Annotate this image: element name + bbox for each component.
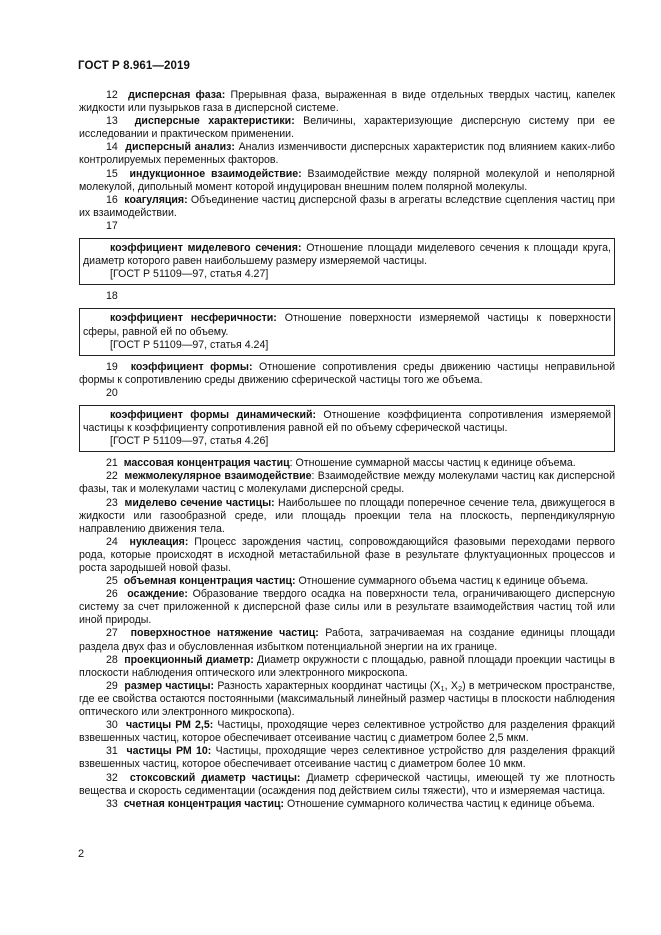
- term-source: [ГОСТ Р 51109—97, статья 4.24]: [110, 338, 269, 351]
- term-box-20: [79, 405, 615, 452]
- term-name: проекционный диаметр:: [124, 653, 254, 666]
- term-definition: Частицы, проходящие через селективное устройство для разделения фракций взвешенных частиц, которое обеспечивает отсеивание частиц с диаметром более 10 мкм.: [79, 745, 615, 771]
- term-name: коэффициент несферичности:: [110, 312, 277, 325]
- entry-number: 21: [106, 457, 118, 470]
- term-name: частицы РМ 2,5:: [125, 719, 214, 732]
- entry-number: 32: [106, 771, 118, 784]
- entry-number: 23: [106, 496, 118, 509]
- term-entry-12: [79, 89, 615, 115]
- term-definition: Отношение суммарного количества частиц к единице объема.: [284, 797, 595, 810]
- term-name: дисперсная фаза:: [128, 89, 226, 101]
- term-name: поверхностное натяжение частиц:: [130, 627, 319, 640]
- term-name: частицы РМ 10:: [126, 745, 212, 758]
- term-entry-27: [79, 627, 615, 653]
- term-entry-16: [79, 194, 615, 220]
- term-name: индукционное взаимодействие:: [129, 167, 302, 180]
- term-entry-18-number: 18: [106, 290, 118, 303]
- term-name: коагуляция:: [124, 193, 188, 206]
- term-entry-24: [79, 536, 615, 575]
- term-entry-17: [83, 242, 611, 268]
- term-definition: Отношение сопротивления среды движению частицы неправильной формы к сопротивлению среды движению сферической частицы того же объема.: [79, 360, 615, 386]
- term-definition: Разность характерных координат частицы (X: [214, 679, 441, 692]
- entry-number: 24: [106, 535, 118, 548]
- term-definition: Образование твердого осадка на поверхности тела, ограничивающего дисперсную систему за счет приложенной к дисперсной фазе силы или в результате взаимодействия частиц той или иной природы.: [79, 588, 616, 627]
- term-definition: : Отношение суммарной массы частиц к единице объема.: [289, 457, 576, 470]
- term-entry-14: [79, 141, 615, 167]
- term-definition: Прерывная фаза, выраженная в виде отдельных твердых частиц, капелек жидкости или пузырьков газа в дисперсной системе.: [79, 89, 615, 115]
- term-definition: Величины, характеризующие дисперсную систему при ее исследовании и практическом применении.: [79, 115, 616, 141]
- term-definition: : Взаимодействие между молекулами частиц как дисперсной фазы, так и молекулами частиц с молекулами дисперсной среды.: [79, 470, 615, 496]
- term-entry-18: [83, 312, 611, 338]
- entry-number: 27: [106, 627, 118, 640]
- term-definition: Работа, затрачиваемая на создание единицы площади раздела двух фаз и обусловленная избытком потенциальной энергии на их границе.: [79, 627, 615, 653]
- term-name: межмолекулярное взаимодействие: [124, 470, 312, 483]
- subscript: 2: [457, 683, 463, 693]
- term-name: дисперсные характеристики:: [134, 115, 295, 128]
- term-entry-20-number: 20: [106, 386, 118, 399]
- term-definition: Диаметр сферической частицы, имеющей ту же плотность вещества и скорость седиментации (осаждения под действием силы тяжести), что и измеряемая частица.: [79, 771, 615, 797]
- entry-number: 13: [106, 115, 118, 128]
- term-entry-19: [79, 361, 615, 387]
- term-name: нуклеация:: [129, 535, 189, 548]
- entry-number: 28: [106, 653, 118, 666]
- term-entry-32: [79, 772, 615, 798]
- document-body: [79, 89, 615, 811]
- entry-number: 30: [106, 719, 118, 732]
- term-name: дисперсный анализ:: [125, 141, 235, 154]
- term-definition: , X: [444, 679, 458, 692]
- term-source: [ГОСТ Р 51109—97, статья 4.26]: [110, 435, 269, 448]
- entry-number: 19: [106, 360, 118, 373]
- entry-number: 15: [106, 167, 118, 180]
- term-name: массовая концентрация частиц: [123, 457, 290, 470]
- entry-number: 33: [106, 797, 118, 810]
- subscript: 1: [440, 683, 445, 693]
- term-definition: Объединение частиц дисперсной фазы в агрегаты вследствие сцепления частиц при их взаимодействии.: [79, 193, 615, 219]
- term-entry-26: [79, 588, 615, 627]
- term-definition: Наибольшее по площади поперечное сечение тела, движущегося в жидкости или газообразной среде, или площадь проекции тела на плоскость, перпендикулярную направлению движения тела.: [79, 496, 616, 535]
- entry-number: 25: [106, 575, 118, 588]
- entry-number: 26: [106, 588, 118, 601]
- term-definition: Взаимодействие между полярной молекулой и неполярной молекулой, дипольный момент которой индуцирован внешним полем полярной молекулы.: [79, 167, 615, 193]
- term-entry-28: [79, 654, 615, 680]
- term-source: [ГОСТ Р 51109—97, статья 4.27]: [110, 268, 269, 281]
- page-number: 2: [78, 848, 85, 860]
- term-name: счетная концентрация частиц:: [123, 797, 285, 810]
- term-entry-29: [79, 680, 615, 719]
- term-name: осаждение:: [127, 588, 188, 601]
- document-header: ГОСТ Р 8.961—2019: [78, 60, 190, 72]
- term-definition: Частицы, проходящие через селективное устройство для разделения фракций взвешенных частиц, которое обеспечивает отсеивание частиц с диаметром более 2,5 мкм.: [79, 719, 616, 745]
- term-entry-31: [79, 745, 615, 771]
- term-name: коэффициент формы динамический:: [110, 408, 317, 421]
- entry-number: 12: [106, 89, 118, 101]
- entry-number: 14: [106, 141, 118, 154]
- entry-number: 16: [106, 193, 118, 206]
- term-definition: Отношение коэффициента сопротивления измеряемой частицы к коэффициенту сопротивления равной ей по объему сферической частицы.: [83, 408, 611, 435]
- term-entry-17-number: 17: [106, 219, 118, 232]
- term-box-18: [79, 308, 615, 355]
- entry-number: 31: [106, 745, 118, 758]
- term-definition: Отношение площади миделевого сечения к площади круга, диаметр которого равен наибольшему размеру измеряемой частицы.: [83, 242, 611, 268]
- term-name: миделево сечение частицы:: [124, 496, 275, 509]
- term-definition: Отношение суммарного объема частиц к единице объема.: [295, 575, 589, 588]
- term-entry-21: [79, 457, 615, 470]
- term-definition: Процесс зарождения частиц, сопровождающийся фазовыми переходами первого рода, которые происходят в исходной метастабильной фазе в результате флуктуационных процессов и роста зародышей новой фазы.: [79, 535, 615, 574]
- term-box-17: [79, 238, 615, 285]
- term-entry-20: [83, 409, 611, 435]
- term-entry-25: [79, 575, 615, 588]
- term-definition: ) в метрическом пространстве, где ее свойства остаются постоянными (максимальный линейный размер частицы в плоскости наблюдения оптического или электронного микроскопа).: [79, 679, 616, 719]
- entry-number: 22: [106, 470, 118, 483]
- term-entry-22: [79, 470, 615, 496]
- term-name: коэффициент формы:: [130, 360, 253, 373]
- term-entry-33: [79, 798, 615, 811]
- term-name: объемная концентрация частиц:: [123, 575, 296, 588]
- term-definition: Диаметр окружности с площадью, равной площади проекции частицы в плоскости наблюдения оптического или электронного микроскопа.: [79, 653, 615, 679]
- entry-number: 29: [106, 679, 118, 692]
- term-entry-30: [79, 719, 615, 745]
- term-definition: Анализ изменчивости дисперсных характеристик под влиянием каких-либо контролируемых переменных факторов.: [79, 141, 615, 167]
- term-name: размер частицы:: [124, 679, 215, 692]
- term-entry-15: [79, 168, 615, 194]
- term-entry-23: [79, 497, 615, 536]
- term-definition: Отношение поверхности измеряемой частицы к поверхности сферы, равной ей по объему.: [83, 312, 611, 338]
- term-entry-13: [79, 115, 615, 141]
- term-name: стоксовский диаметр частицы:: [129, 771, 301, 784]
- term-name: коэффициент миделевого сечения:: [110, 242, 302, 255]
